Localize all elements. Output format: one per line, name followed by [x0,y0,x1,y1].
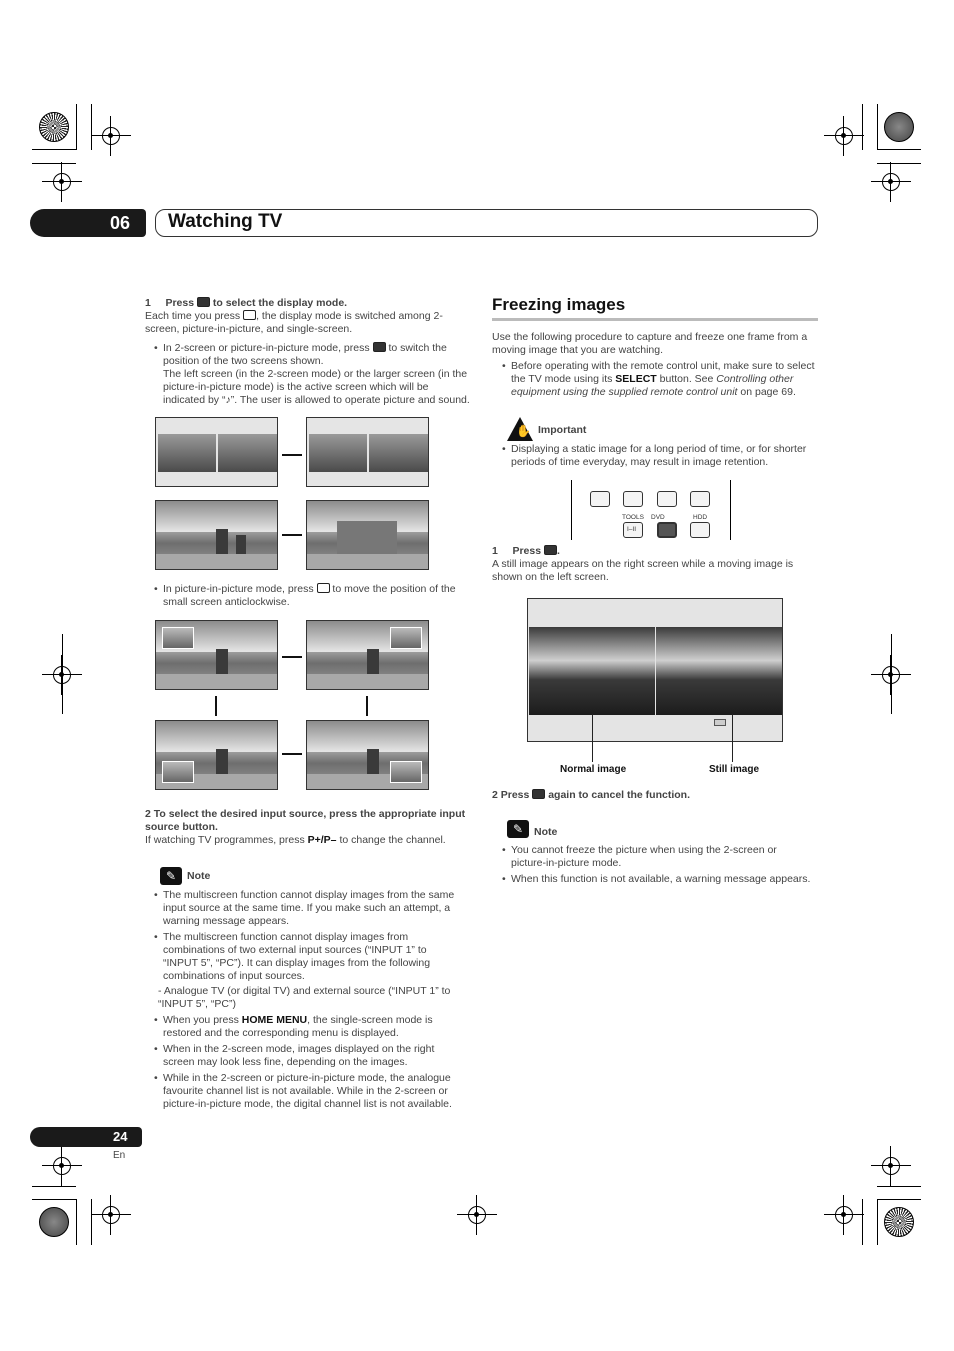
skip-key-icon [623,491,643,507]
registration-target-icon [884,1207,914,1237]
freeze-screen-diagram [527,598,783,742]
freeze-step2-b: again to cancel the function. [548,789,690,801]
arrow-up-icon [366,696,368,716]
dvd-label: DVD [651,514,665,521]
arrow-left-icon [282,656,302,658]
rewind-key-icon [590,491,610,507]
section-divider [492,318,818,321]
step1-body-a: Each time you press [145,310,241,322]
freeze-button-icon [544,545,557,555]
menu-key-icon [690,491,710,507]
callout-line [592,714,593,762]
bullet-b: button. See [659,373,714,385]
normal-image-frame [529,627,655,715]
hdd-label: HDD [693,514,708,521]
freeze-button-icon [532,789,545,799]
bullet-select-tv-mode [511,360,819,399]
pip-position-top-right [306,620,429,690]
language-code: En [113,1150,126,1161]
display-mode-button-icon [197,297,210,307]
pip-position-bottom-left [155,720,278,790]
select-label: SELECT [615,373,657,385]
registration-target-icon [39,112,69,142]
bullet2-a: In picture-in-picture mode, press [163,583,314,595]
section-title: Freezing images [492,295,626,314]
pencil-note-icon: ✎ [507,820,529,838]
step1-heading-post: to select the display mode. [212,297,348,309]
pencil-note-icon: ✎ [160,867,182,885]
pip-position-bottom-right [306,720,429,790]
pip-position-top-left [155,620,278,690]
two-screen-diagram-b [306,417,429,487]
crosshair-icon [835,1206,853,1224]
double-arrow-icon [282,454,302,456]
note-item-b: , the single-screen mode is restored and the corresponding menu is displayed. [163,1014,433,1039]
note-item: • When this function is not available, a warning message appears. [511,873,811,886]
cross-reference-link[interactable]: Controlling other equipment using the supplied remote control unit [511,373,794,398]
note-item: • You cannot freeze the picture when using the 2-screen or picture-in-picture mode. [511,844,811,870]
bullet1-a: In 2-screen or picture-in-picture mode, press [163,342,370,354]
registration-target-icon [39,1207,69,1237]
arrow-right-icon [282,753,302,755]
crosshair-icon [53,1157,71,1175]
note-item: • The multiscreen function cannot display images from the same input source at the same time. If you make such an attempt, a warning message appears. [163,889,471,928]
pip-shift-button-icon [317,583,330,593]
tools-label: TOOLS [622,514,644,521]
callout-line [732,714,733,762]
step1-body [145,310,465,336]
bullet1-b: to switch the position of the two screens shown. [163,342,447,367]
channel-keys-label: P+/P– [307,834,337,846]
note-item-a: When you press [163,1014,239,1026]
step1-heading [145,297,347,310]
note-item: • When in the 2-screen mode, images displayed on the right screen may look less fine, depending on the images. [163,1043,463,1069]
bullet1-c: The left screen (in the 2-screen mode) or the larger screen (in the picture-in-picture mode) is the active screen which will be indicated by “ [163,368,468,406]
screen-key-icon [690,522,710,538]
back-key-icon [657,491,677,507]
step2-body [145,834,475,847]
bullet-move-small-screen [163,583,473,609]
swap-button-icon [373,342,386,352]
note-item: • The multiscreen function cannot display images from combinations of two external input sources (“INPUT 1” to “INPUT 5”, “PC”). It can display images from the following combinations of input sources. [163,931,463,983]
step1-heading-pre: Press [165,297,195,309]
freeze-key-icon [657,522,677,538]
chapter-number: 06 [110,213,131,233]
freeze-step1-press: Press [512,545,542,557]
freeze-step1-body: A still image appears on the right screen while a moving image is shown on the left screen. [492,558,794,583]
page-number: 24 [113,1129,128,1144]
registration-target-icon [884,112,914,142]
warning-hand-glyph: ✋ [516,424,531,438]
crosshair-icon [835,127,853,145]
bullet2-b: to move the position of the small screen anticlockwise. [163,583,456,608]
step2-heading: 2 To select the desired input source, press the appropriate input source button. [145,808,466,833]
pip-diagram-b [306,500,429,570]
crosshair-icon [102,1206,120,1224]
crosshair-icon [882,173,900,191]
page-title: Watching TV [168,211,283,232]
step1-body-b: , the display mode is switched among 2-screen, picture-in-picture, and single-screen. [145,310,443,335]
freeze-indicator-icon [714,719,726,726]
note-item [163,1014,463,1040]
music-note-icon: ♪ [225,394,231,406]
arrow-down-icon [215,696,217,716]
freeze-step1-heading: 1 Press . [492,545,560,557]
note-subitem: - Analogue TV (or digital TV) and external source (“INPUT 1” to “INPUT 5”, “PC”) [158,985,451,1010]
normal-image-caption: Normal image [560,764,627,775]
double-arrow-icon [282,534,302,536]
step2-body-b: to change the channel. [339,834,446,846]
bullet1-d: ”. The user is allowed to operate picture and sound. [230,394,470,406]
i-ii-key-icon [623,522,643,538]
crosshair-icon [102,127,120,145]
step-number: 1 [145,297,151,309]
step-number: 1 [492,545,498,557]
important-item: • Displaying a static image for a long period of time, or for shorter periods of time everyday, may result in image retention. [511,443,819,469]
display-mode-button-icon [243,310,256,320]
freeze-step2-a: 2 Press [492,789,530,801]
crosshair-icon [53,173,71,191]
still-image-caption: Still image [709,764,760,775]
important-heading: Important [538,424,587,436]
intro-paragraph: Use the following procedure to capture and freeze one frame from a moving image that you are watching. [492,331,808,356]
crosshair-icon [468,1206,486,1224]
bullet-c: on page 69. [740,386,796,398]
bullet-switch-screens [163,342,473,407]
pip-diagram-a [155,500,278,570]
two-screen-diagram-a [155,417,278,487]
crosshair-icon [882,1157,900,1175]
freeze-step2-heading [492,789,690,802]
step2-body-a: If watching TV programmes, press [145,834,305,846]
note-heading: Note [534,826,558,838]
note-heading: Note [187,870,211,882]
i-ii-label: I–II [627,526,637,533]
still-image-frame [656,627,782,715]
note-item: • While in the 2-screen or picture-in-picture mode, the analogue favourite channel list is not available. While in the 2-screen or picture-in-picture mode, the digital channel list is not available. [163,1072,473,1111]
home-menu-label: HOME MENU [241,1014,308,1026]
bullet-a: Before operating with the remote control unit, make sure to select the TV mode using its [511,360,815,385]
